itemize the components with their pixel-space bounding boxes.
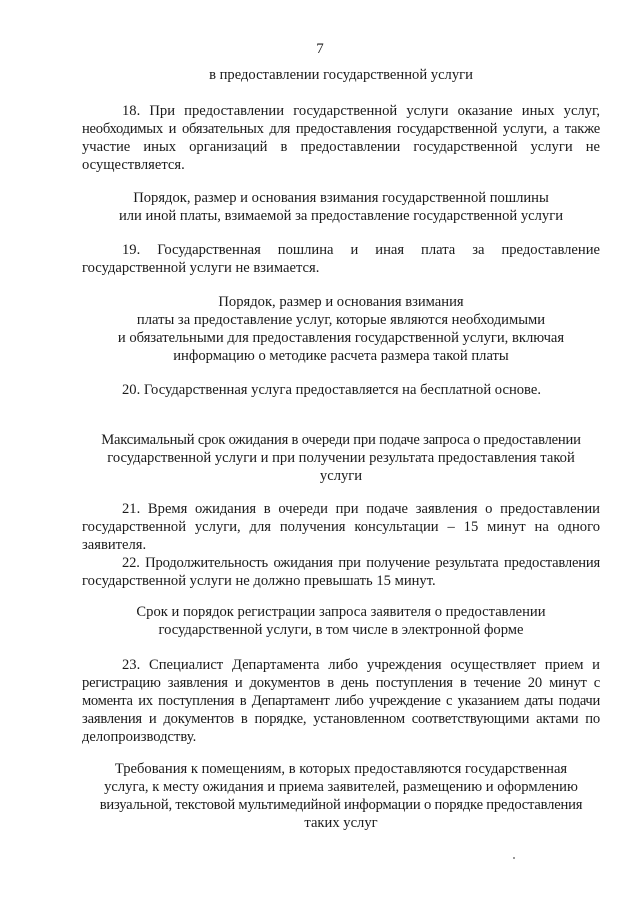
paragraph-line: 18. При предоставлении государственной услуги оказание иных услуг, bbox=[122, 103, 600, 119]
paragraph-line: участие иных организаций в предоставлении государственной услуги не bbox=[82, 139, 600, 155]
heading-line: таких услуг bbox=[304, 815, 378, 831]
paragraph-line: регистрацию заявления и документов в день поступления в течение 20 минут с bbox=[82, 675, 600, 691]
paragraph-19 bbox=[82, 241, 600, 277]
scan-speck bbox=[513, 857, 515, 859]
paragraph-line: государственной услуги, для получения консультации – 15 минут на одного bbox=[82, 519, 600, 535]
heading-line: Порядок, размер и основания взимания bbox=[218, 294, 464, 310]
heading-line: Порядок, размер и основания взимания государственной пошлины bbox=[133, 190, 549, 206]
paragraph-line: 19. Государственная пошлина и иная плата за предоставление bbox=[122, 242, 600, 258]
paragraph-21 bbox=[82, 500, 600, 554]
paragraph-line: 20. Государственная услуга предоставляется на бесплатной основе. bbox=[122, 382, 541, 398]
heading-line: информацию о методике расчета размера такой платы bbox=[173, 348, 509, 364]
paragraph-line: заявления и документов в порядке, установленном соответствующими актами по bbox=[82, 711, 600, 727]
heading-line: услуга, к месту ожидания и приема заявителей, размещению и оформлению bbox=[104, 779, 578, 795]
section-heading-payment bbox=[82, 293, 600, 365]
section-heading-fee bbox=[82, 189, 600, 225]
paragraph-line: государственной услуги не взимается. bbox=[82, 260, 320, 276]
paragraph-20 bbox=[82, 381, 600, 399]
paragraph-line: 23. Специалист Департамента либо учреждения осуществляет прием и bbox=[122, 657, 600, 673]
paragraph-line: заявителя. bbox=[82, 537, 147, 553]
section-heading-premises bbox=[82, 760, 600, 832]
heading-line: Срок и порядок регистрации запроса заявителя о предоставлении bbox=[136, 604, 546, 620]
heading-line: или иной платы, взимаемой за предоставление государственной услуги bbox=[118, 208, 564, 224]
paragraph-line: осуществляется. bbox=[82, 157, 185, 173]
heading-line: платы за предоставление услуг, которые являются необходимыми bbox=[136, 312, 546, 328]
continued-heading bbox=[82, 66, 600, 84]
section-heading-wait bbox=[82, 431, 600, 485]
heading-line: Требования к помещениям, в которых предоставляются государственная bbox=[114, 761, 568, 777]
paragraph-23 bbox=[82, 656, 600, 746]
heading-line: и обязательными для предоставления государственной услуги, включая bbox=[117, 330, 565, 346]
heading-line: визуальной, текстовой мультимедийной информации о порядке предоставления bbox=[99, 797, 583, 813]
heading-line: государственной услуги, в том числе в электронной форме bbox=[158, 622, 524, 638]
paragraph-18 bbox=[82, 102, 600, 174]
paragraph-line: момента их поступления в Департамент либо учреждение с указанием даты подачи bbox=[82, 693, 600, 709]
heading-line: государственной услуги и при получении результата предоставления такой bbox=[107, 450, 575, 466]
paragraph-line: делопроизводству. bbox=[82, 729, 197, 745]
paragraph-line: государственной услуги не должно превышать 15 минут. bbox=[82, 573, 436, 589]
paragraph-line: необходимых и обязательных для предоставления государственной услуги, а также bbox=[82, 121, 600, 137]
paragraph-line: 22. Продолжительность ожидания при получение результата предоставления bbox=[122, 555, 600, 571]
heading-line: Максимальный срок ожидания в очереди при подаче запроса о предоставлении bbox=[101, 432, 581, 448]
paragraph-22 bbox=[82, 554, 600, 590]
section-heading-registration bbox=[82, 603, 600, 639]
paragraph-line: 21. Время ожидания в очереди при подаче заявления о предоставлении bbox=[122, 501, 600, 517]
heading-line: в предоставлении государственной услуги bbox=[209, 67, 473, 83]
heading-line: услуги bbox=[319, 468, 363, 484]
page-number: 7 bbox=[316, 41, 324, 57]
